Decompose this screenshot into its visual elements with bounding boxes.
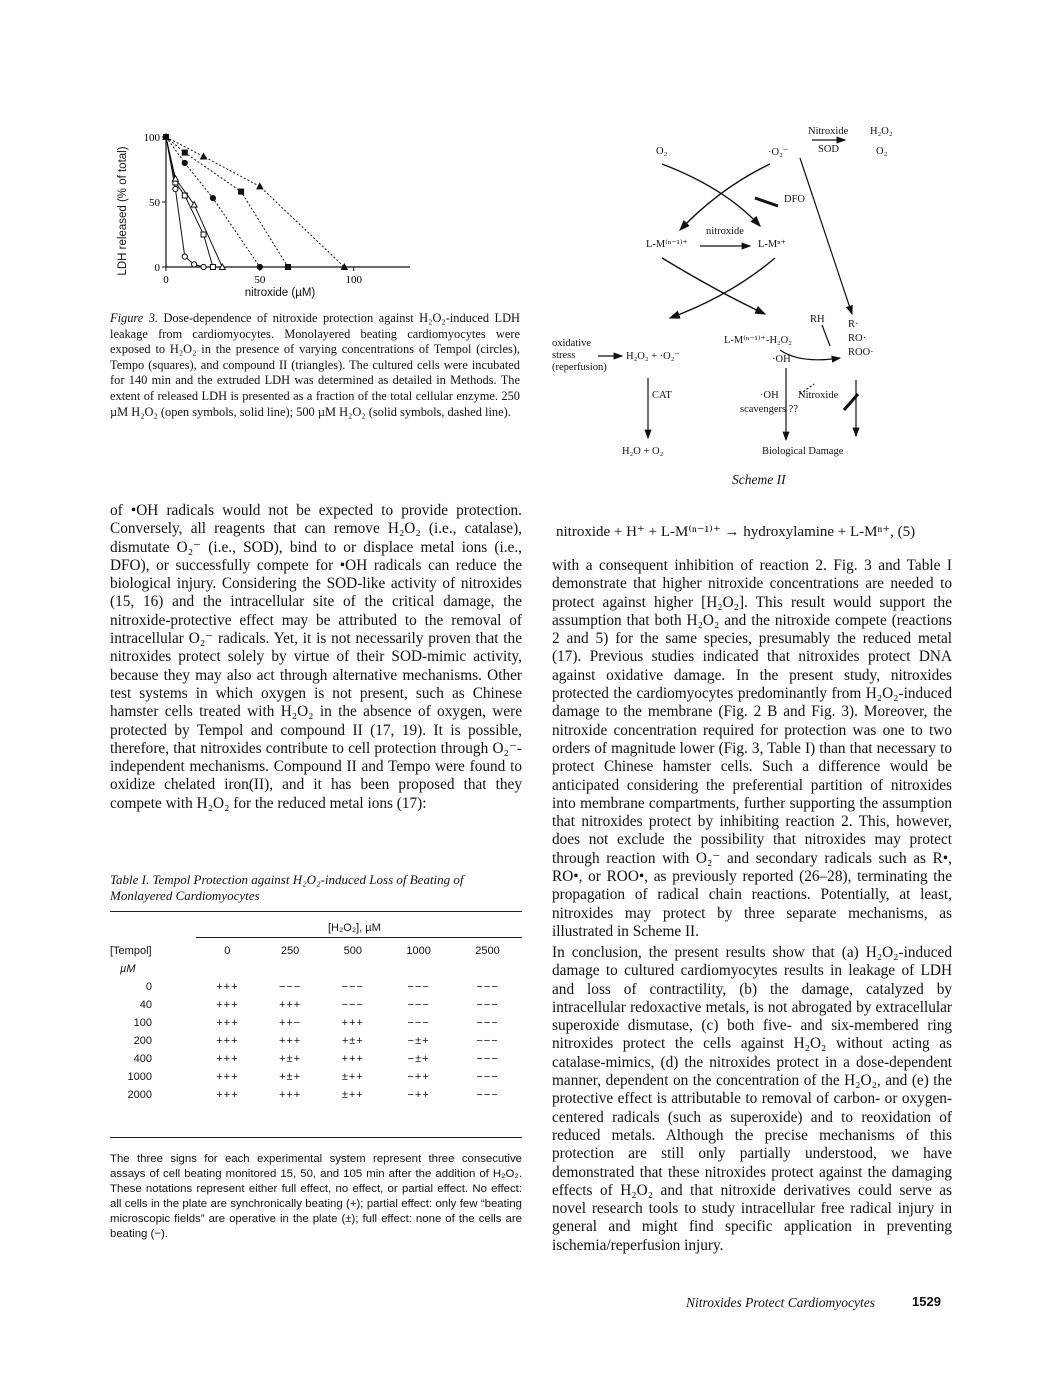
x-tick-label: 100 — [345, 274, 362, 286]
x-tick-label: 50 — [254, 274, 266, 286]
table-row — [110, 1068, 522, 1086]
table-1 — [110, 942, 522, 1104]
table-1-cell: +++ — [341, 1053, 364, 1065]
table-1-cell: +++ — [278, 1089, 302, 1101]
scheme-ii — [550, 118, 910, 487]
table-1-top-rule — [110, 911, 522, 912]
table-row — [110, 1086, 522, 1104]
data-point-circle — [182, 160, 187, 165]
series-line — [166, 137, 260, 267]
table-1-cell: +++ — [216, 1035, 239, 1047]
left-paragraph: of •OH radicals would not be expected to provide protection. Conversely, all reagents that can remove H₂O₂ (i.e., catalase), dismutate O₂⁻ (i.e., SOD), bind to or displace metal ions (i.e., DFO), or successfully compete for •OH radicals can reduce the biological injury. Considering the SOD-like activity of nitroxides (15, 16) and the intracellular site of the critical damage, the nitroxide-protective effect may be attributed to the removal of intracellular O₂⁻ radicals. Yet, it is not necessarily proven that the nitroxides protect solely by virtue of their SOD-mimic activity, because they may also act through alternative mechanisms. Other test systems in which oxygen is not present, such as Chinese hamster cells treated with H₂O₂ in the absence of oxygen, were protected by Tempol and compound II (17, 19). It is possible, therefore, that nitroxides contribute to cell protection through O₂⁻-independent mechanisms. Compound II and Tempo were found to oxidize chelated iron(II), and it has been proposed that they compete with H₂O₂ for the reduced metal ions (17): — [110, 502, 522, 812]
table-1-cell: −−− — [341, 981, 364, 993]
data-point-triangle — [257, 183, 263, 189]
table-1-footnote: The three signs for each experimental system represent three consecutive assays of cell beating monitored 15, 50, and 105 min after the addition of H₂O₂. These notations represent either full effect, no effect, or partial effect. No effect: all cells in the plate are synchronically beating (+); partial effect: only few “beating microscopic fields” are operative in the plate (±); full effect: none of the cells are beating (−). — [110, 1153, 522, 1240]
table-1-cell: −±+ — [407, 1053, 430, 1065]
table-1-bottom-rule — [110, 1137, 522, 1138]
table-1-row-head: [Tempol] — [110, 945, 152, 957]
scheme-ii-arrows — [550, 118, 910, 478]
data-point-circle — [257, 264, 262, 269]
table-1-cell: −−− — [278, 981, 302, 993]
table-1-tempol-cell: 2000 — [127, 1089, 152, 1101]
table-1-cell: −−− — [476, 1017, 499, 1029]
data-point-circle — [173, 186, 178, 191]
equation-5 — [556, 522, 952, 541]
table-1-cell: −−− — [341, 999, 364, 1011]
data-point-square — [201, 232, 206, 237]
table-1-tempol-cell: 40 — [139, 999, 152, 1011]
table-1-cell: +++ — [278, 1035, 302, 1047]
data-point-triangle — [201, 154, 207, 160]
table-1-col: 0 — [224, 945, 231, 957]
table-1-col: 1000 — [406, 945, 431, 957]
right-paragraph-2: In conclusion, the present results show that (a) H₂O₂-induced damage to cultured cardiomyocytes results in leakage of LDH and loss of contractility, (b) the damage, catalyzed by intracellular redoxactive metals, is not abrogated by extracellular superoxide dismutase, (c) both five- and six-membered ring nitroxides protect the cells against H₂O₂ without acting as catalase-mimics, (d) the nitroxides protect in a dose-dependent manner, dependent on the concentration of the H₂O₂, and (e) the protective effect is attributable to removal of carbon- or oxygen-centered radicals (such as superoxide) and to reoxidation of reduced metals. Although the precise mechanisms of this protection are still only partially understood, we have demonstrated that these nitroxides protect against the damaging effects of H₂O₂ and that nitroxide derivatives could serve as novel research tools to study intracellular free radical injury in general and might find specific application in preventing ischemia/reperfusion injury. — [552, 944, 952, 1254]
table-1-cell: −−− — [407, 999, 430, 1011]
scheme-oh-scav: ·OH — [760, 390, 779, 401]
scheme-nitroxide-sod: Nitroxide — [808, 126, 849, 137]
table-1-cell: ±++ — [341, 1071, 364, 1083]
equation-text: nitroxide + H⁺ + L-M⁽ⁿ⁻¹⁾⁺ → hydroxylamine + L-Mⁿ⁺, — [556, 524, 894, 540]
x-tick-label: 0 — [163, 274, 169, 286]
table-1-cell: +++ — [216, 1017, 239, 1029]
table-1-group-rule — [196, 937, 522, 938]
table-row — [110, 1050, 522, 1068]
right-paragraph-1: with a consequent inhibition of reaction 2. Fig. 3 and Table I demonstrate that higher nitroxide concentrations are needed to protect against higher [H₂O₂]. This result would support the assumption that both H₂O₂ and the nitroxide compete (reactions 2 and 5) for the same species, presumably the reduced metal (17). Previous studies indicated that nitroxides protect DNA against oxidative damage. In the present study, nitroxides protected the cardiomyocytes predominantly from H₂O₂-induced damage to the membrane (Fig. 2 B and Fig. 3). Moreover, the nitroxide concentration required for protection was one to two orders of magnitude lower (Fig. 3, Table I) than that necessary to protect Chinese hamster cells. Such a difference would be anticipated considering the preferential partition of nitroxides into membrane compartments, further supporting the assumption that nitroxides protect by inhibiting reaction 2. This, however, does not exclude the possibility that nitroxides may protect through reaction with O₂⁻ and secondary radicals such as R•, RO•, or ROO•, as previously reported (26–28), terminating the propagation of radical chain reactions. Potentially, at least, nitroxides may protect by three separate mechanisms, as illustrated in Scheme II. — [552, 557, 952, 940]
table-1-cell: −−− — [476, 999, 499, 1011]
scheme-radicals: R· RO· ROO· — [848, 319, 874, 358]
table-1-tempol-cell: 100 — [133, 1017, 152, 1029]
data-point-square — [239, 189, 244, 194]
table-1-tempol-cell: 200 — [133, 1035, 152, 1047]
table-row — [110, 1032, 522, 1050]
scheme-o2-radical: ·O₂⁻ — [768, 147, 789, 158]
scheme-label: Scheme II — [732, 472, 786, 487]
table-1-cell: −±+ — [407, 1035, 430, 1047]
table-1-cell: −−− — [407, 981, 430, 993]
data-point-square — [210, 265, 215, 270]
running-title: Nitroxides Protect Cardiomyocytes — [686, 1295, 875, 1310]
scheme-scavengers: scavengers ?? — [740, 404, 799, 415]
scheme-o2-right: O₂ — [876, 146, 888, 157]
table-1-cell: −−− — [407, 1017, 430, 1029]
scheme-h2o-o2: H₂O + O₂ — [622, 446, 664, 457]
scheme-oxidative-stress: oxidative stress (reperfusion) — [552, 338, 607, 373]
table-row — [110, 978, 522, 996]
figure-3-caption-text: Dose-dependence of nitroxide protection against H₂O₂-induced LDH leakage from cardiomyocytes. Monolayered beating cardiomyocytes were exposed to H₂O₂ in the presence of varying concentrations of Tempol (circles), Tempo (squares), and compound II (triangles). The cultured cells were incubated for 140 min and the extruded LDH was determined as detailed in Methods. The extent of released LDH is presented as a fraction of the total cellular enzyme. 250 µM H₂O₂ (open symbols, solid line); 500 µM H₂O₂ (solid symbols, dashed line). — [110, 311, 520, 419]
table-1-cell: +±+ — [279, 1053, 302, 1065]
table-1-cell: ++− — [278, 1017, 302, 1029]
series-line — [166, 137, 288, 267]
scheme-lm-reduced: L-M⁽ⁿ⁻¹⁾⁺ — [646, 239, 688, 250]
table-1-cell: −−− — [476, 1071, 499, 1083]
table-row — [110, 996, 522, 1014]
table-1-cell: +++ — [216, 981, 239, 993]
page-number: 1529 — [912, 1294, 941, 1309]
scheme-complex: L-M⁽ⁿ⁻¹⁾⁺-H₂O₂ — [724, 335, 792, 346]
x-axis-label: nitroxide (µM) — [244, 287, 316, 299]
table-1-cell: −−− — [476, 1035, 499, 1047]
table-1-cell: ±++ — [341, 1089, 364, 1101]
figure-3 — [110, 125, 430, 305]
table-1-title: Table I. Tempol Protection against H₂O₂-induced Loss of Beating of Monlayered Cardiomyocytes — [110, 872, 464, 903]
series-line — [166, 137, 204, 267]
scheme-dfo: DFO — [784, 194, 806, 205]
data-point-square — [286, 265, 291, 270]
table-1-unit: µM — [120, 963, 136, 975]
table-1-cell: +±+ — [279, 1071, 302, 1083]
table-1-grid — [110, 942, 522, 1104]
table-1-cell: −−− — [476, 981, 499, 993]
scheme-damage: Biological Damage — [762, 446, 844, 457]
figure-3-plot — [110, 125, 430, 305]
data-point-circle — [182, 254, 187, 259]
table-1-cell: −++ — [407, 1089, 430, 1101]
table-1-tempol-cell: 0 — [145, 981, 152, 993]
table-1-col: 250 — [280, 945, 300, 957]
equation-number: (5) — [897, 524, 916, 540]
data-point-circle — [210, 196, 215, 201]
figure-3-caption — [110, 311, 520, 420]
table-1-cell: −−− — [476, 1089, 499, 1101]
table-1-col: 2500 — [475, 945, 500, 957]
table-1-cell: +++ — [216, 1071, 239, 1083]
y-tick-label: 0 — [154, 262, 160, 274]
data-point-circle — [201, 264, 206, 269]
table-1-cell: +±+ — [341, 1035, 364, 1047]
table-1-tempol-cell: 400 — [133, 1053, 152, 1065]
scheme-nitroxide-right: Nitroxide — [798, 390, 839, 401]
y-tick-label: 100 — [143, 132, 160, 144]
table-1-unit-row — [110, 960, 522, 978]
scheme-oh: ·OH — [772, 354, 791, 365]
table-row — [110, 1014, 522, 1032]
scheme-nitroxide-mid: nitroxide — [706, 226, 744, 237]
table-1-cell: +++ — [216, 1089, 239, 1101]
scheme-h2o2-top: H₂O₂ — [870, 126, 893, 137]
scheme-o2: O₂ — [656, 146, 668, 157]
data-point-circle — [192, 262, 197, 267]
table-1-cell: −−− — [476, 1053, 499, 1065]
table-1-col-group: [H₂O₂], µM — [328, 922, 381, 934]
table-1-cell: −++ — [407, 1071, 430, 1083]
scheme-cat: CAT — [652, 390, 672, 401]
table-1-header-row — [110, 942, 522, 960]
scheme-h2o2-o2: H₂O₂ + ·O₂⁻ — [626, 351, 680, 362]
series-line — [166, 137, 213, 267]
scheme-rh: RH — [810, 314, 825, 325]
y-tick-label: 50 — [149, 197, 160, 209]
table-1-tempol-cell: 1000 — [127, 1071, 152, 1083]
table-1-col: 500 — [343, 945, 362, 957]
table-1-cell: +++ — [341, 1017, 364, 1029]
table-1-cell: +++ — [216, 999, 239, 1011]
y-axis-label: LDH released (% of total) — [117, 146, 129, 276]
scheme-sod: SOD — [818, 144, 840, 155]
data-point-square — [182, 150, 187, 155]
table-1-cell: +++ — [278, 999, 302, 1011]
figure-3-caption-label: Figure 3. — [110, 311, 159, 325]
scheme-lm-oxidized: L-Mⁿ⁺ — [758, 239, 787, 250]
table-1-cell: +++ — [216, 1053, 239, 1065]
